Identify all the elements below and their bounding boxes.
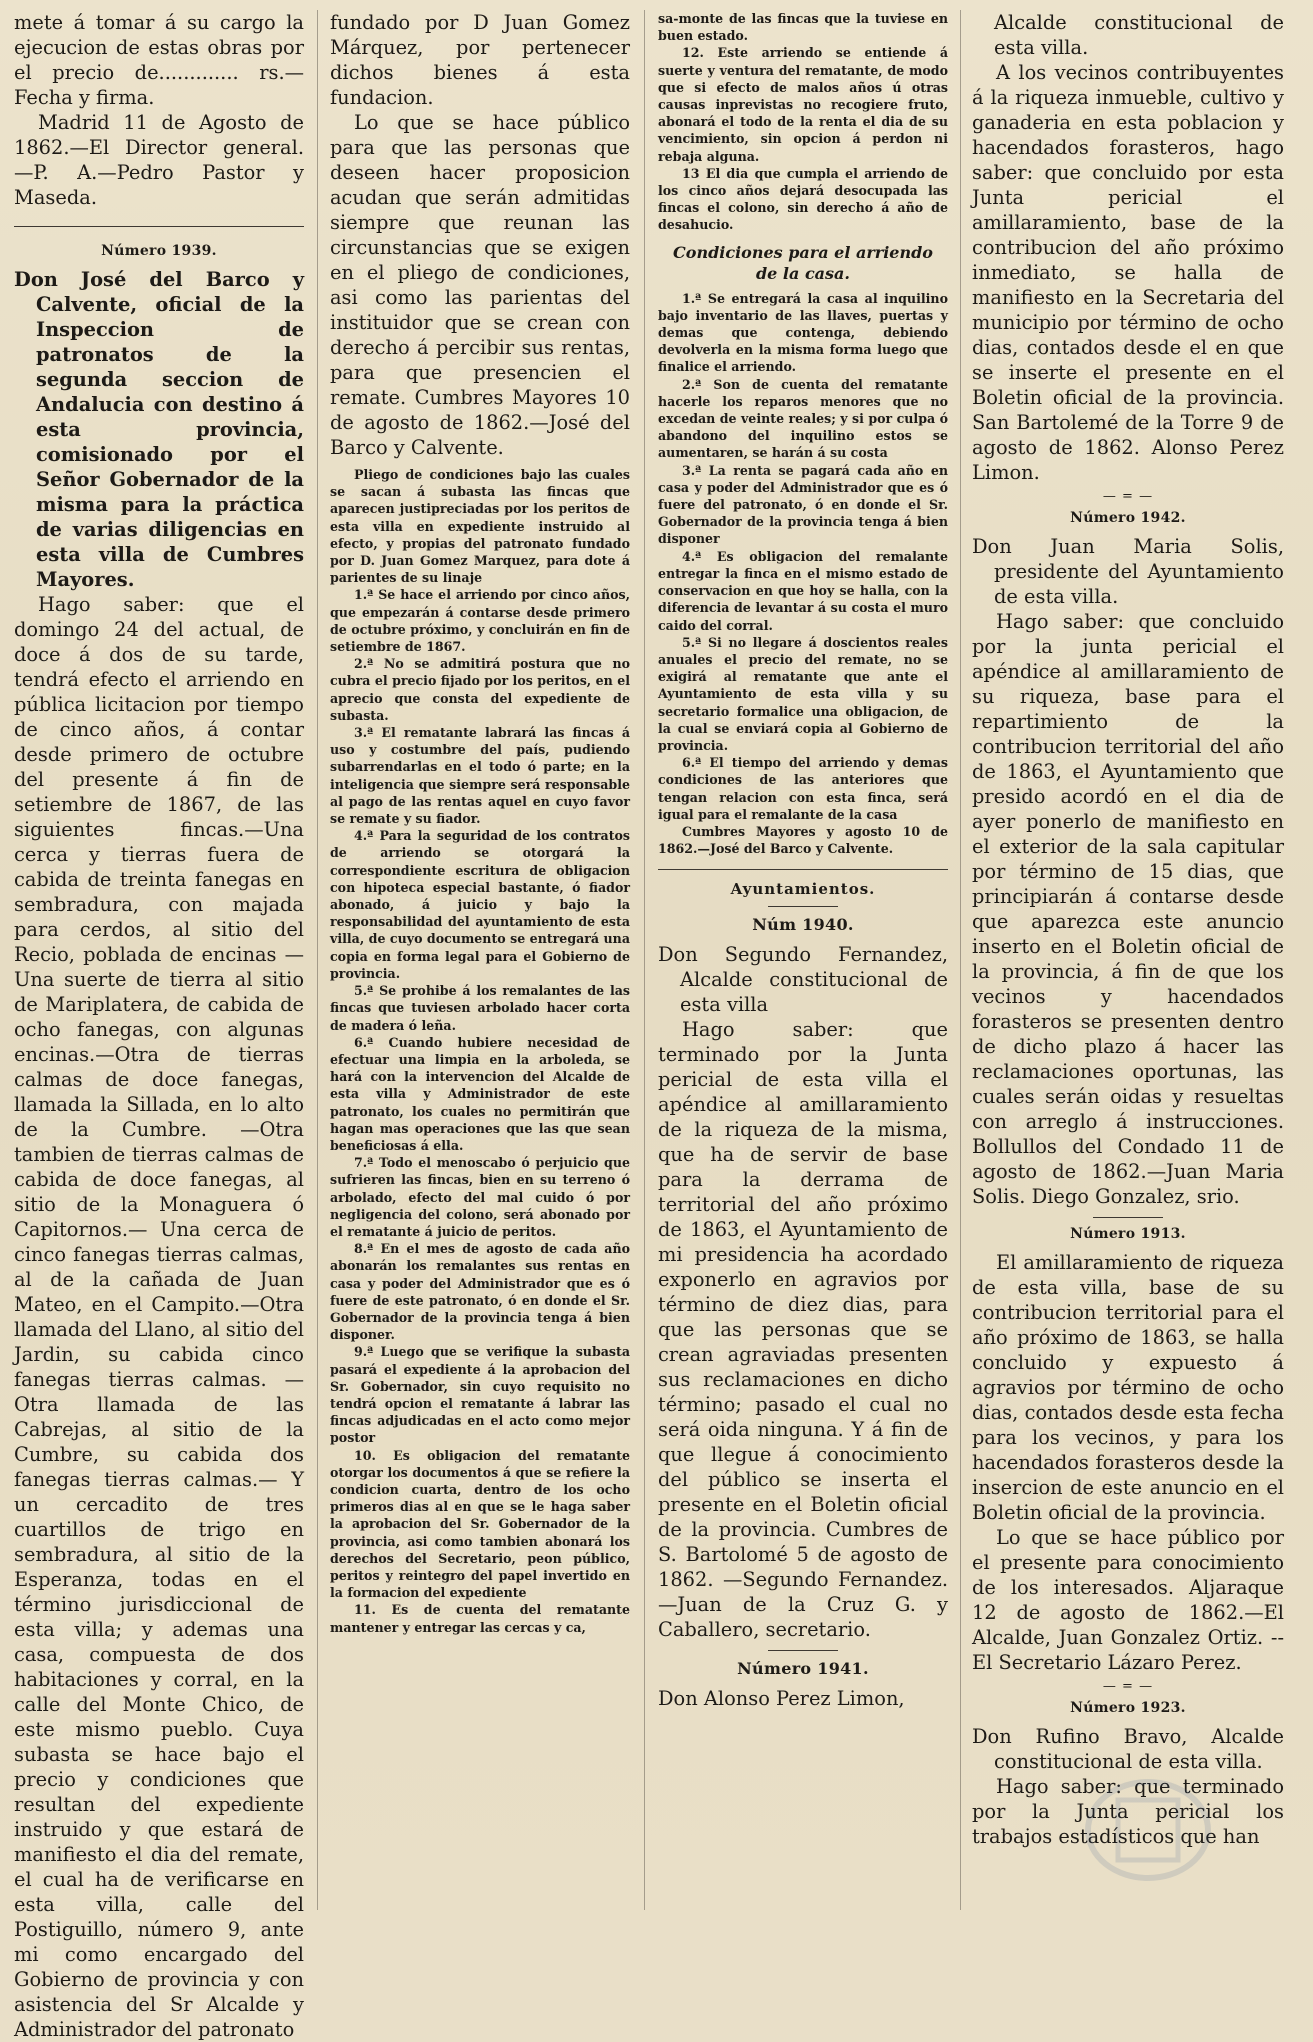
- divider: — = —: [1102, 489, 1154, 504]
- condition-item: 7.ª Todo el menoscabo ó perjuicio que sufrieren las fincas, bien en su terreno ó arbolado, efecto del mal cuido ó por negligencia del colono, será abonado por el rematante á juicio de peritos.: [330, 1155, 630, 1239]
- condition-item: 6.ª Cuando hubiere necesidad de efectuar una limpia en la arboleda, se hará con la intervencion del Alcalde de esta villa y Administrador de este patronato, los cuales no permitirán que hagan mas operaciones que las que sean beneficiosas á ella.: [330, 1034, 630, 1153]
- condition-item: 2.ª Son de cuenta del rematante hacerle los reparos menores que no excedan de veinte reales; y si por culpa ó abandono del inquilino estos se aumentaren, se harán á su costa: [658, 376, 948, 461]
- divider: [768, 906, 838, 907]
- notice-heading: Don Alonso Perez Limon,: [658, 1687, 905, 1711]
- condition-item: 5.ª Se prohibe á los remalantes de las fincas que tuviesen arbolado hacer corta de madera ó leña.: [330, 983, 630, 1033]
- notice-body: A los vecinos contribuyentes á la riqueza inmueble, cultivo y ganaderia en esta poblacion y hacendados forasteros, hago saber: que concluido por esta Junta pericial el amillaramiento, base de la contribucion del año próximo inmediato, se halla de manifiesto en la Secretaria del municipio por término de ocho dias, contados desde el en que se inserte el presente en el Boletin oficial de la provincia. San Bartolemé de la Torre 9 de agosto de 1862. Alonso Perez Limon.: [972, 61, 1284, 484]
- divider: — = —: [1102, 1679, 1154, 1694]
- column-4: [972, 10, 1284, 1910]
- divider: [14, 226, 304, 227]
- notice-body: Hago saber: que terminado por la Junta pericial de esta villa el apéndice al amillaramiento de la riqueza de la misma, que ha de servir de base para la derrama de territorial del año próximo de 1863, el Ayuntamiento de mi presidencia ha acordado exponerlo en agravios por término de diez dias, para que las personas que se crean agraviadas presenten sus reclamaciones en dicho término; pasado el cual no será oida ninguna. Y á fin de que llegue á conocimiento del público se inserta el presente en el Boletin oficial de la provincia. Cumbres de S. Bartolomé 5 de agosto de 1862. —Segundo Fernandez.—Juan de la Cruz G. y Caballero, secretario.: [658, 1018, 948, 1642]
- notice-heading: Don José del Barco y Calvente, oficial de la Inspeccion de patronatos de la segunda seccion de Andalucia con destino á esta provincia, comisionado por el Señor Gobernador de la misma para la práctica de varias diligencias en esta villa de Cumbres Mayores.: [14, 268, 304, 591]
- notice-heading: Don Juan Maria Solis, presidente del Ayuntamiento de esta villa.: [972, 535, 1284, 608]
- conditions-heading: Condiciones para el arriendo de la casa.: [673, 242, 933, 283]
- signature: Cumbres Mayores y agosto 10 de 1862.—José del Barco y Calvente.: [658, 823, 948, 857]
- condition-item: 4.ª Es obligacion del remalante entregar la finca en el mismo estado de conservacion en que hoy se halla, con la diferencia de levantar á su costa el muro caido del corral.: [658, 548, 948, 633]
- notice-heading: Don Segundo Fernandez, Alcalde constitucional de esta villa: [658, 943, 948, 1017]
- column-divider: [644, 10, 645, 1910]
- condition-item: 4.ª Para la seguridad de los contratos de arriendo se otorgará la correspondiente escritura de obligacion con hipoteca especial bastante, ó fiador abonado, á juicio y bajo la responsabilidad del ayuntamiento de esta villa, de cuyo documento se entregará una copia en forma legal para el Gobierno de provincia.: [330, 828, 630, 981]
- condition-item: 11. Es de cuenta del rematante mantener y entregar las cercas y ca,: [330, 1602, 630, 1635]
- notice-heading: Don Rufino Bravo, Alcalde constitucional de esta villa.: [972, 1725, 1284, 1773]
- column-divider: [960, 10, 961, 1910]
- signature: Madrid 11 de Agosto de 1862.—El Director general. —P. A.—Pedro Pastor y Maseda.: [14, 111, 304, 209]
- notice-body: Lo que se hace público para que las personas que deseen hacer proposicion acudan que serán admitidas siempre que reunan las circunstancias que se exigen en el pliego de condiciones, asi como las parientas del instituidor que se crean con derecho á percibir sus rentas, para que presencien el remate. Cumbres Mayores 10 de agosto de 1862.—José del Barco y Calvente.: [330, 111, 630, 459]
- condition-item: 12. Este arriendo se entiende á suerte y ventura del rematante, de modo que si efecto de malos años ú otras causas inprevistas no recogiere fruto, abonará el todo de la renta el dia de su vencimiento, sin opcion á perdon ni rebaja alguna.: [658, 45, 948, 164]
- condition-item: 3.ª La renta se pagará cada año en casa y poder del Administrador que es ó fuere del patronato, ó en donde el Sr. Gobernador de la provincia tenga á bien disponer: [658, 462, 948, 547]
- condition-item: 3.ª El rematante labrará las fincas á uso y costumbre del país, pudiendo subarrendarlas en el todo ó parte; en la inteligencia que siempre será responsable al pago de las rentas aquel en cuyo favor se remate y su fiador.: [330, 725, 630, 827]
- notice-number: Número 1941.: [737, 1659, 869, 1679]
- notice-body: Hago saber: que el domingo 24 del actual, de doce á dos de su tarde, tendrá efecto el arriendo en pública licitacion por tiempo de cinco años, á contar desde primero de octubre del presente á fin de setiembre de 1867, de las siguientes fincas.—Una cerca y tierras fuera de cabida de treinta fanegas en sembradura, con majada para cerdos, al sitio del Recio, poblada de encinas —Una suerte de tierra al sitio de Mariplatera, de cabida de ocho fanegas, con algunas encinas.—Otra de tierras calmas de doce fanegas, llamada la Sillada, en lo alto de la Cumbre. —Otra tambien de tierras calmas de cabida de doce fanegas, al sitio de la Monaguera ó Capitornos.— Una cerca de cinco fanegas tierras calmas, al de la cañada de Juan Mateo, en el Campito.—Otra llamada del Llano, al sitio del Jardin, su cabida cinco fanegas tierras calmas. —Otra llamada de las Cabrejas, al sitio de la Cumbre, su cabida dos fanegas tierras calmas.— Y un cercadito de tres cuartillos de trigo en sembradura, al sitio de la Esperanza, todas en el término jurisdiccional de esta villa; y ademas una casa, compuesta de dos habitaciones y corral, en la calle del Monte Chico, de este mismo pueblo. Cuya subasta se hace bajo el precio y condiciones que resultan del expediente instruido y que estará de manifiesto el dia del remate, el cual ha de verificarse en esta villa, calle del Postiguillo, número 9, ante mi como encargado del Gobierno de provincia y con asistencia del Sr Alcalde y Administrador del patronato: [14, 593, 304, 2041]
- notice-body: Hago saber: que concluido por la junta pericial el apéndice al amillaramiento de su riqueza, base para el repartimiento de la contribucion territorial del año de 1863, el Ayuntamiento que presido acordó en el dia de ayer ponerlo de manifiesto en el exterior de la sala capitular por término de 15 dias, que principiarán á contarse desde que aparezca este anuncio inserto en el Boletin oficial de la provincia, á fin de que los vecinos y hacendados forasteros se presenten dentro de dicho plazo á hacer las reclamaciones oportunas, las cuales serán oidas y resueltas con arreglo á instrucciones. Bollullos del Condado 11 de agosto de 1862.—Juan Maria Solis. Diego Gonzalez, srio.: [972, 610, 1284, 1208]
- section-heading: Ayuntamientos.: [730, 880, 876, 899]
- notice-number: Núm 1940.: [752, 915, 854, 935]
- condition-item: 8.ª En el mes de agosto de cada año abonarán los remalantes sus rentas en casa y poder del Administrador que es ó fuere de este patronato, ó en donde el Sr. Gobernador de la provincia tenga á bien disponer.: [330, 1241, 630, 1343]
- notice-body: Hago saber: que terminado por la Junta pericial los trabajos estadísticos que han: [972, 1775, 1284, 1848]
- notice-body: El amillaramiento de riqueza de esta villa, base de su contribucion territorial para el año próximo de 1863, se halla concluido y expuesto á agravios por término de ocho dias, contados desde esta fecha para los vecinos, y para los hacendados forasteros desde la insercion de este anuncio en el Boletin oficial de la provincia.: [972, 1251, 1284, 1524]
- column-2: [330, 10, 630, 1910]
- condition-item: 10. Es obligacion del rematante otorgar los documentos á que se refiere la condicion cuarta, dentro de los ocho primeros dias al en que se le haga saber la aprobacion del Sr. Gobernador de la provincia, asi como tambien abonará los derechos del Secretario, peon público, peritos y reintegro del papel invertido en la formacion del expediente: [330, 1447, 630, 1601]
- continued-text: fundado por D Juan Gomez Márquez, por pertenecer dichos bienes á esta fundacion.: [330, 11, 630, 109]
- continued-text: Alcalde constitucional de esta villa.: [994, 11, 1284, 59]
- condition-item: 1.ª Se entregará la casa al inquilino bajo inventario de las llaves, puertas y demas que contenga, debiendo devolverla en la misma forma luego que finalice el arriendo.: [658, 290, 948, 375]
- divider: [1093, 1217, 1163, 1218]
- continued-text: mete á tomar á su cargo la ejecucion de estas obras por el precio de............. rs.— Fecha y firma.: [14, 11, 304, 109]
- condition-item: 13 El dia que cumpla el arriendo de los cinco años dejará desocupada las fincas el colono, sin derecho á año de desahucio.: [658, 165, 948, 233]
- condition-item: 9.ª Luego que se verifique la subasta pasará el expediente á la aprobacion del Sr. Gobernador, sin cuyo requisito no tendrá opcion el rematante á labrar las fincas adjudicadas en el acto como mejor postor: [330, 1344, 630, 1446]
- continued-text: sa-monte de las fincas que la tuviese en buen estado.: [658, 11, 948, 44]
- condition-item: 2.ª No se admitirá postura que no cubra el precio fijado por los peritos, en el aprecio que consta del expediente de subasta.: [330, 656, 630, 723]
- condition-item: 5.ª Si no llegare á doscientos reales anuales el precio del remate, no se exigirá al rematante que ante el Ayuntamiento de esta villa y su secretario formalice una obligacion, de la cual se enviará copia al Gobierno de provincia.: [658, 634, 948, 753]
- divider: [658, 869, 948, 870]
- condition-item: 6.ª El tiempo del arriendo y demas condiciones de las anteriores que tengan relacion con esta finca, será igual para el remalante de la casa: [658, 755, 948, 822]
- notice-number: Número 1939.: [101, 243, 217, 259]
- notice-number: Número 1923.: [1070, 1700, 1186, 1716]
- condition-item: 1.ª Se hace el arriendo por cinco años, que empezarán á contarse desde primero de octubre próximo, y concluirán en fin de setiembre de 1867.: [330, 587, 630, 655]
- notice-body: Lo que se hace público por el presente para conocimiento de los interesados. Aljaraque 12 de agosto de 1862.—El Alcalde, Juan Gonzalez Ortiz. --El Secretario Lázaro Perez.: [972, 1526, 1284, 1674]
- column-1: [14, 10, 304, 2041]
- conditions-intro: Pliego de condiciones bajo las cuales se sacan á subasta las fincas que aparecen justipreciadas por los peritos de esta villa en expediente instruido al efecto, y propias del patronato fundado por D. Juan Gomez Marquez, para dote á parientes de su linaje: [330, 467, 630, 586]
- column-3: [658, 10, 948, 1910]
- notice-number: Número 1942.: [1070, 510, 1186, 526]
- divider: [768, 1650, 838, 1651]
- column-divider: [317, 10, 318, 1910]
- columns: [14, 10, 1299, 2041]
- notice-number: Número 1913.: [1070, 1226, 1186, 1242]
